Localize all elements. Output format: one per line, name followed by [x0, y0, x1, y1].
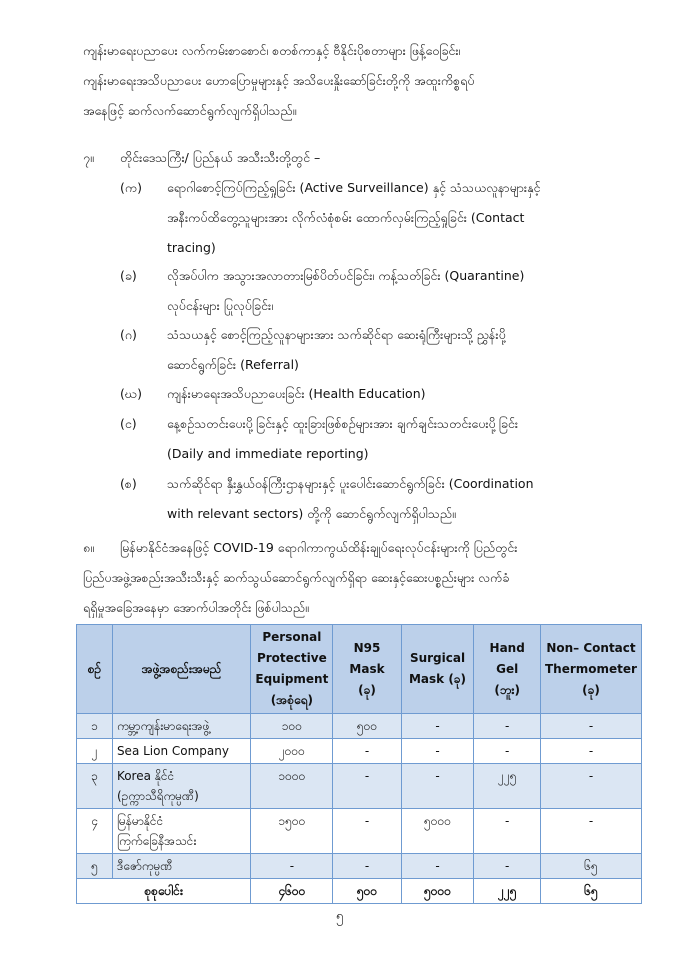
- cell-organization: [112, 809, 250, 854]
- cell-no: ၁: [77, 714, 113, 739]
- section-number: ၈။: [83, 540, 94, 555]
- cell-ppe: ၁၀၀: [251, 714, 333, 739]
- list-item-line: (Daily and immediate reporting): [167, 446, 369, 461]
- list-marker: (စ): [120, 476, 137, 491]
- cell-n95: -: [333, 739, 401, 764]
- table-header-row: [77, 625, 642, 714]
- column-header-ppe: [251, 625, 333, 714]
- column-header-hand-gel: [474, 625, 541, 714]
- paragraph-line: မြန်မာနိုင်ငံအနေဖြင့် COVID-19 ရောဂါကာကွယ်ထိန်းချုပ်ရေးလုပ်ငန်းများကို ပြည်တွင်း: [120, 540, 518, 555]
- header-line: Hand Gel: [489, 640, 525, 676]
- cell-no: ၂: [77, 739, 113, 764]
- list-item-line: သက်ဆိုင်ရာ နှီးနွှယ်ဝန်ကြီးဌာနများနှင့် ပူးပေါင်းဆောင်ရွက်ခြင်း (Coordination: [167, 476, 534, 491]
- total-surgical: ၅၀၀၀: [401, 879, 474, 904]
- list-item: [167, 469, 637, 529]
- cell-gel: -: [474, 854, 541, 879]
- list-item-line: ကျန်းမာရေးအသိပညာပေးခြင်း (Health Education): [167, 386, 426, 401]
- list-item: [167, 261, 637, 321]
- cell-organization: [112, 739, 250, 764]
- supplies-table: [76, 624, 642, 904]
- list-item-line: ဆောင်ရွက်ခြင်း (Referral): [167, 357, 299, 372]
- header-line: Personal: [262, 630, 322, 644]
- cell-ppe: ၁၅၀၀: [251, 809, 333, 854]
- list-item-line: လိုအပ်ပါက အသွားအလာတားမြစ်ပိတ်ပင်ခြင်း၊ ကန့်သတ်ခြင်း (Quarantine): [167, 268, 525, 283]
- header-line: Mask (ခု): [408, 672, 467, 686]
- cell-line: ဒီဇော်ကုမ္ပဏီ: [116, 859, 173, 873]
- list-item-line: နေ့စဉ်သတင်းပေးပို့ခြင်းနှင့် ထူးခြားဖြစ်စဉ်များအား ချက်ချင်းသတင်းပေးပို့ခြင်း: [167, 416, 519, 431]
- list-marker: (ခ): [120, 268, 137, 283]
- cell-organization: [112, 764, 250, 809]
- header-line: Equipment: [255, 672, 329, 686]
- cell-line: Sea Lion Company: [116, 744, 229, 758]
- page-number: ၅: [335, 909, 344, 924]
- table-row: [77, 739, 642, 764]
- list-item: [167, 173, 637, 263]
- total-label: စုစုပေါင်း: [77, 879, 251, 904]
- total-thermometer: ၆၅: [540, 879, 641, 904]
- cell-line: (ဥက္ကာသီရိကုမ္ပဏီ): [116, 789, 199, 803]
- column-header-organization: အဖွဲ့အစည်းအမည်: [112, 625, 250, 714]
- cell-organization: [112, 714, 250, 739]
- total-ppe: ၄၆၀၀: [251, 879, 333, 904]
- column-header-thermometer: [540, 625, 641, 714]
- cell-n95: ၅၀၀: [333, 714, 401, 739]
- table-row: [77, 714, 642, 739]
- cell-line: Korea နိုင်ငံ: [116, 769, 175, 783]
- paragraph-line: ပြည်ပအဖွဲ့အစည်းအသီးသီးနှင့် ဆက်သွယ်ဆောင်ရွက်လျက်ရှိရာ ဆေးနှင့်ဆေးပစ္စည်းများ လက်ခံ: [83, 570, 510, 585]
- list-item: [167, 320, 637, 380]
- cell-gel: -: [474, 739, 541, 764]
- table-total-row: [77, 879, 642, 904]
- cell-thermometer: ၆၅: [540, 854, 641, 879]
- cell-n95: -: [333, 854, 401, 879]
- cell-ppe: ၁၀၀၀: [251, 764, 333, 809]
- paragraph-line: အနေဖြင့် ဆက်လက်ဆောင်ရွက်လျက်ရှိပါသည်။: [83, 103, 297, 118]
- cell-surgical: -: [401, 764, 474, 809]
- list-item-line: ရောဂါစောင့်ကြပ်ကြည့်ရှုခြင်း (Active Surveillance) နှင့် သံသယလူနာများနှင့်: [167, 180, 541, 195]
- table-row: [77, 809, 642, 854]
- column-header-surgical-mask: [401, 625, 474, 714]
- list-item-line: tracing): [167, 240, 216, 255]
- header-line: (ခု): [358, 682, 376, 697]
- paragraph-line: ရရှိမှုအခြေအနေမှာ အောက်ပါအတိုင်း ဖြစ်ပါသည်။: [83, 600, 309, 615]
- list-item: [167, 379, 637, 409]
- cell-gel: -: [474, 714, 541, 739]
- cell-no: ၃: [77, 764, 113, 809]
- cell-surgical: -: [401, 739, 474, 764]
- list-item-line: သံသယနှင့် စောင့်ကြည့်လူနာများအား သက်ဆိုင်ရာ ဆေးရုံကြီးများသို့ ညွှန်းပို့: [167, 327, 506, 342]
- cell-no: ၄: [77, 809, 113, 854]
- cell-ppe: ၂၀၀၀: [251, 739, 333, 764]
- cell-line: ကြက်ခြေနီအသင်း: [116, 834, 197, 848]
- cell-surgical: -: [401, 854, 474, 879]
- cell-no: ၅: [77, 854, 113, 879]
- header-line: Protective: [256, 651, 327, 665]
- section8-paragraph: [83, 533, 638, 623]
- cell-ppe: -: [251, 854, 333, 879]
- intro-paragraph: [83, 36, 638, 126]
- total-gel: ၂၂၅: [474, 879, 541, 904]
- cell-line: မြန်မာနိုင်ငံ: [116, 814, 164, 828]
- list-item: [167, 409, 637, 469]
- section-heading: တိုင်းဒေသကြီး/ ပြည်နယ် အသီးသီးတို့တွင် –: [120, 150, 321, 165]
- cell-n95: -: [333, 764, 401, 809]
- cell-gel: ၂၂၅: [474, 764, 541, 809]
- list-item-line: အနီးကပ်ထိတွေ့သူများအား လိုက်လံစုံစမ်း ထောက်လှမ်းကြည့်ရှုခြင်း (Contact: [167, 210, 525, 225]
- table-row: [77, 854, 642, 879]
- header-line: (ဘူး): [494, 682, 520, 697]
- cell-gel: -: [474, 809, 541, 854]
- list-item-line: with relevant sectors) တို့ကို ဆောင်ရွက်လျက်ရှိပါသည်။: [167, 506, 456, 521]
- list-marker: (က): [120, 180, 142, 195]
- header-line: (အစုံရေ): [270, 693, 313, 707]
- cell-thermometer: -: [540, 764, 641, 809]
- cell-n95: -: [333, 809, 401, 854]
- header-line: Surgical: [409, 651, 466, 665]
- paragraph-line: ကျန်းမာရေးအသိပညာပေး ဟောပြောမှုများနှင့် အသိပေးနှိုးဆော်ခြင်းတို့ကို အထူးကိစ္စရပ်: [83, 73, 475, 88]
- header-line: (ခု): [582, 682, 600, 697]
- list-marker: (င): [120, 416, 137, 431]
- cell-thermometer: -: [540, 809, 641, 854]
- paragraph-line: ကျန်းမာရေးပညာပေး လက်ကမ်းစာစောင်၊ စတစ်ကာနှင့် ဗီနိုင်းပိုစတာများ ဖြန့်ဝေခြင်း၊: [83, 43, 461, 58]
- cell-surgical: -: [401, 714, 474, 739]
- cell-thermometer: -: [540, 714, 641, 739]
- header-line: Non– Contact: [546, 640, 636, 655]
- list-marker: (ဃ): [120, 386, 142, 401]
- list-item-line: လုပ်ငန်းများ ပြုလုပ်ခြင်း၊: [167, 298, 274, 313]
- column-header-no: စဉ်: [77, 625, 113, 714]
- cell-line: ကမ္ဘာ့ကျန်းမာရေးအဖွဲ့: [116, 719, 210, 733]
- total-n95: ၅၀၀: [333, 879, 401, 904]
- list-marker: (ဂ): [120, 327, 137, 342]
- column-header-n95: [333, 625, 401, 714]
- cell-organization: [112, 854, 250, 879]
- header-line: Thermometer: [545, 661, 637, 676]
- cell-thermometer: -: [540, 739, 641, 764]
- cell-surgical: ၅၀၀၀: [401, 809, 474, 854]
- table-row: [77, 764, 642, 809]
- header-line: N95 Mask: [349, 640, 385, 676]
- section-number: ၇။: [83, 150, 94, 165]
